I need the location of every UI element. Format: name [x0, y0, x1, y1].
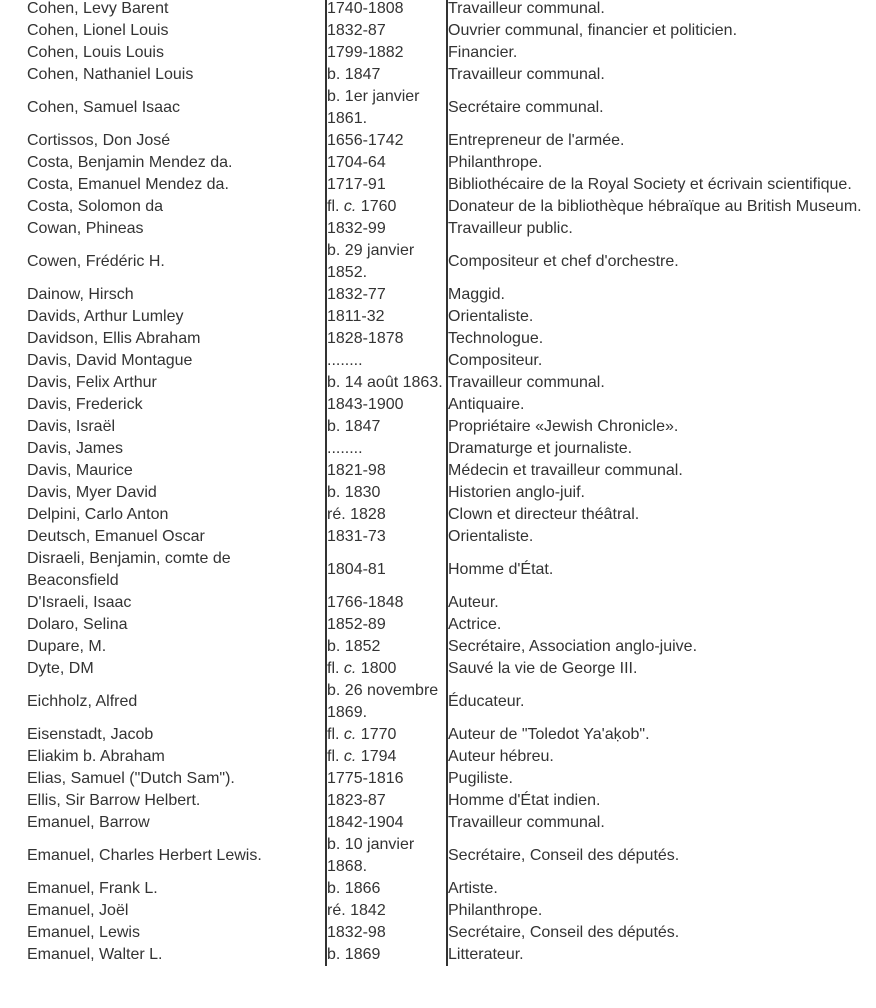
table-row	[0, 42, 876, 64]
occupation-description: Sauvé la vie de George III.	[448, 660, 638, 677]
person-name: Costa, Emanuel Mendez da.	[27, 176, 229, 193]
occupation-description: Secrétaire, Association anglo-juive.	[448, 638, 698, 655]
table-row	[0, 0, 876, 20]
life-dates: b. 29 janvier 1852.	[326, 240, 447, 284]
table-row	[0, 86, 876, 130]
life-dates: b. 1847	[326, 64, 447, 86]
person-name: Emanuel, Joël	[27, 902, 129, 919]
person-name: Cohen, Louis Louis	[27, 44, 164, 61]
life-dates: ré. 1842	[326, 900, 447, 922]
person-name: Costa, Benjamin Mendez da.	[27, 154, 233, 171]
life-dates: b. 26 novembre 1869.	[326, 680, 447, 724]
table-row	[0, 504, 876, 526]
person-name: Costa, Solomon da	[27, 198, 164, 215]
person-name: Davids, Arthur Lumley	[27, 308, 184, 325]
occupation-description: Compositeur et chef d'orchestre.	[448, 253, 679, 270]
table-row	[0, 724, 876, 746]
occupation-description: Orientaliste.	[448, 308, 534, 325]
occupation-description: Travailleur communal.	[448, 66, 605, 83]
life-dates: 1832-87	[326, 20, 447, 42]
life-dates: ........	[326, 438, 447, 460]
person-name: Cowen, Frédéric H.	[27, 253, 165, 270]
life-dates: 1823-87	[326, 790, 447, 812]
person-name: D'Israeli, Isaac	[27, 594, 132, 611]
life-dates: 1832-98	[326, 922, 447, 944]
table-row	[0, 218, 876, 240]
table-row	[0, 614, 876, 636]
occupation-description: Compositeur.	[448, 352, 543, 369]
person-name: Davis, Maurice	[27, 462, 133, 479]
occupation-description: Maggid.	[448, 286, 505, 303]
table-row	[0, 130, 876, 152]
life-dates: ré. 1828	[326, 504, 447, 526]
table-row	[0, 174, 876, 196]
table-row	[0, 900, 876, 922]
table-row	[0, 658, 876, 680]
table-row	[0, 394, 876, 416]
table-row	[0, 812, 876, 834]
occupation-description: Secrétaire, Conseil des députés.	[448, 924, 680, 941]
occupation-description: Financier.	[448, 44, 518, 61]
table-row	[0, 240, 876, 284]
life-dates: 1766-1848	[326, 592, 447, 614]
life-dates: 1843-1900	[326, 394, 447, 416]
life-dates: fl. c. 1794	[326, 746, 447, 768]
person-name: Davis, James	[27, 440, 124, 457]
occupation-description: Dramaturge et journaliste.	[448, 440, 633, 457]
person-name: Deutsch, Emanuel Oscar	[27, 528, 205, 545]
person-name: Disraeli, Benjamin, comte de Beaconsfield	[27, 550, 231, 589]
person-name: Cohen, Samuel Isaac	[27, 99, 180, 116]
table-row	[0, 636, 876, 658]
life-dates: b. 10 janvier 1868.	[326, 834, 447, 878]
occupation-description: Technologue.	[448, 330, 544, 347]
person-name: Davidson, Ellis Abraham	[27, 330, 201, 347]
table-row	[0, 944, 876, 966]
life-dates: 1831-73	[326, 526, 447, 548]
life-dates: 1717-91	[326, 174, 447, 196]
life-dates: fl. c. 1800	[326, 658, 447, 680]
table-row	[0, 416, 876, 438]
life-dates: b. 1869	[326, 944, 447, 966]
person-name: Emanuel, Walter L.	[27, 946, 163, 963]
table-row	[0, 328, 876, 350]
life-dates: 1704-64	[326, 152, 447, 174]
occupation-description: Auteur de "Toledot Ya'aḳob".	[448, 726, 650, 743]
life-dates: b. 1847	[326, 416, 447, 438]
occupation-description: Secrétaire, Conseil des députés.	[448, 847, 680, 864]
occupation-description: Travailleur communal.	[448, 374, 605, 391]
person-name: Cohen, Levy Barent	[27, 0, 169, 17]
occupation-description: Clown et directeur théâtral.	[448, 506, 640, 523]
life-dates: 1740-1808	[326, 0, 447, 20]
occupation-description: Auteur.	[448, 594, 499, 611]
life-dates: 1799-1882	[326, 42, 447, 64]
person-name: Eisenstadt, Jacob	[27, 726, 154, 743]
life-dates: 1811-32	[326, 306, 447, 328]
person-name: Dyte, DM	[27, 660, 94, 677]
life-dates: b. 1er janvier 1861.	[326, 86, 447, 130]
table-row	[0, 878, 876, 900]
table-row	[0, 460, 876, 482]
person-name: Eliakim b. Abraham	[27, 748, 165, 765]
life-dates: 1842-1904	[326, 812, 447, 834]
occupation-description: Homme d'État.	[448, 561, 554, 578]
table-row	[0, 350, 876, 372]
life-dates: fl. c. 1770	[326, 724, 447, 746]
life-dates: b. 1852	[326, 636, 447, 658]
person-name: Cowan, Phineas	[27, 220, 144, 237]
person-name: Emanuel, Lewis	[27, 924, 140, 941]
table-row	[0, 834, 876, 878]
table-row	[0, 922, 876, 944]
occupation-description: Auteur hébreu.	[448, 748, 554, 765]
life-dates: 1852-89	[326, 614, 447, 636]
life-dates: b. 1830	[326, 482, 447, 504]
table-row	[0, 680, 876, 724]
person-name: Emanuel, Barrow	[27, 814, 150, 831]
person-name: Davis, Myer David	[27, 484, 157, 501]
person-name: Cohen, Nathaniel Louis	[27, 66, 194, 83]
table-row	[0, 284, 876, 306]
table-row	[0, 548, 876, 592]
life-dates: 1821-98	[326, 460, 447, 482]
life-dates: 1804-81	[326, 548, 447, 592]
life-dates: 1656-1742	[326, 130, 447, 152]
life-dates: 1832-99	[326, 218, 447, 240]
occupation-description: Philanthrope.	[448, 902, 543, 919]
occupation-description: Bibliothécaire de la Royal Society et écrivain scientifique.	[448, 176, 852, 193]
table-row	[0, 592, 876, 614]
occupation-description: Éducateur.	[448, 693, 525, 710]
table-row	[0, 768, 876, 790]
person-name: Dainow, Hirsch	[27, 286, 134, 303]
occupation-description: Ouvrier communal, financier et politicien.	[448, 22, 738, 39]
occupation-description: Homme d'État indien.	[448, 792, 601, 809]
person-name: Cohen, Lionel Louis	[27, 22, 169, 39]
occupation-description: Travailleur public.	[448, 220, 573, 237]
occupation-description: Propriétaire «Jewish Chronicle».	[448, 418, 679, 435]
life-dates: ........	[326, 350, 447, 372]
occupation-description: Secrétaire communal.	[448, 99, 604, 116]
table-row	[0, 152, 876, 174]
life-dates: 1828-1878	[326, 328, 447, 350]
person-name: Eichholz, Alfred	[27, 693, 138, 710]
table-row	[0, 20, 876, 42]
table-row	[0, 790, 876, 812]
table-row	[0, 526, 876, 548]
table-row	[0, 438, 876, 460]
table-row	[0, 306, 876, 328]
life-dates: b. 14 août 1863.	[326, 372, 447, 394]
occupation-description: Médecin et travailleur communal.	[448, 462, 683, 479]
life-dates: fl. c. 1760	[326, 196, 447, 218]
person-name: Ellis, Sir Barrow Helbert.	[27, 792, 201, 809]
occupation-description: Artiste.	[448, 880, 498, 897]
occupation-description: Travailleur communal.	[448, 0, 605, 17]
table-row	[0, 196, 876, 218]
person-name: Davis, David Montague	[27, 352, 193, 369]
person-name: Davis, Frederick	[27, 396, 143, 413]
person-name: Delpini, Carlo Anton	[27, 506, 169, 523]
occupation-description: Philanthrope.	[448, 154, 543, 171]
table-row	[0, 372, 876, 394]
person-name: Cortissos, Don José	[27, 132, 171, 149]
person-name: Elias, Samuel ("Dutch Sam").	[27, 770, 235, 787]
table-row	[0, 482, 876, 504]
table-row	[0, 64, 876, 86]
life-dates: 1775-1816	[326, 768, 447, 790]
table-row	[0, 746, 876, 768]
person-name: Dupare, M.	[27, 638, 107, 655]
person-name: Emanuel, Frank L.	[27, 880, 158, 897]
occupation-description: Entrepreneur de l'armée.	[448, 132, 625, 149]
occupation-description: Pugiliste.	[448, 770, 513, 787]
person-name: Davis, Israël	[27, 418, 116, 435]
occupation-description: Orientaliste.	[448, 528, 534, 545]
occupation-description: Travailleur communal.	[448, 814, 605, 831]
occupation-description: Donateur de la bibliothèque hébraïque au British Museum.	[448, 198, 862, 215]
occupation-description: Litterateur.	[448, 946, 524, 963]
life-dates: 1832-77	[326, 284, 447, 306]
occupation-description: Antiquaire.	[448, 396, 525, 413]
occupation-description: Actrice.	[448, 616, 502, 633]
person-name: Dolaro, Selina	[27, 616, 128, 633]
person-name: Emanuel, Charles Herbert Lewis.	[27, 847, 262, 864]
occupation-description: Historien anglo-juif.	[448, 484, 585, 501]
person-name: Davis, Felix Arthur	[27, 374, 157, 391]
life-dates: b. 1866	[326, 878, 447, 900]
